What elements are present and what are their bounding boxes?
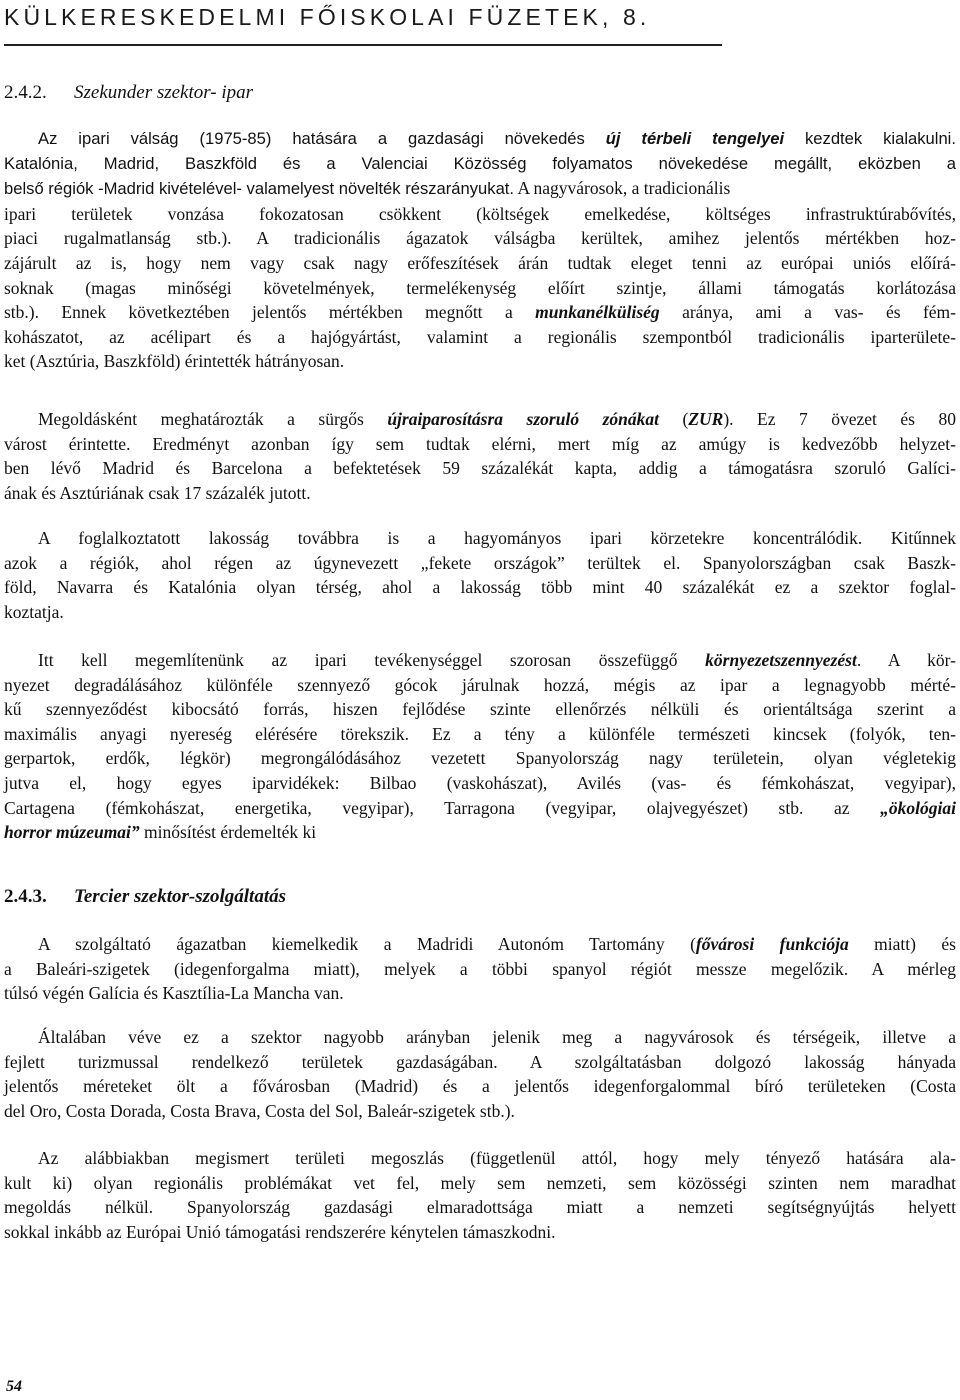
text-line: A foglalkoztatott lakosság továbbra is a hagyományos ipari körzetekre koncentrálódik. Kitűnnek	[38, 528, 956, 548]
section-heading-2-4-2	[4, 82, 253, 104]
paragraph-pollution	[4, 648, 956, 845]
text-line: Általában véve ez a szektor nagyobb arányban jelenik meg a nagyvárosok és térségeik, illetve a	[38, 1027, 956, 1047]
paragraph-zur	[4, 407, 956, 505]
paragraph-employment	[4, 526, 956, 624]
text-line: Itt kell megemlítenünk az ipari tevékenységgel szorosan összefüggő környezetszennyezést. A kör-	[38, 650, 956, 670]
text-line: del Oro, Costa Dorada, Costa Brava, Costa del Sol, Baleár-szigetek stb.).	[4, 1100, 515, 1121]
text-line: jutva el, hogy egyes iparvidékek: Bilbao (vaskohászat), Avilés (vas- és fémkohászat, vegyipar),	[4, 772, 956, 793]
text-line: várost érintette. Eredményt azonban így sem tudtak elérni, mert míg az amúgy is kedvezőbb helyzet-	[4, 433, 956, 454]
paragraph-industrial-crisis	[4, 127, 956, 374]
text-line: Katalónia, Madrid, Baszkföld és a Valenciai Közösség folyamatos növekedése megállt, eközben a	[4, 153, 956, 173]
text-line: piaci rugalmatlanság stb.). A tradicionális ágazatok válságba kerültek, amihez jelentős mértékben hoz-	[4, 228, 956, 249]
text-line: túlsó végén Galícia és Kasztília-La Mancha van.	[4, 983, 344, 1004]
text-line: gerpartok, erdők, légkör) megrongálódásához vezetett Spanyolország nagy területein, olyan végletekig	[4, 748, 956, 769]
paragraph-services-cities	[4, 1025, 956, 1123]
emphasis: új térbeli tengelyei	[605, 129, 785, 148]
text-line: kult ki) olyan regionális problémákat vet fel, mely sem nemzeti, sem közösségi szinten nem maradhat	[4, 1172, 956, 1193]
text-line: kű szennyeződést kibocsátó forrás, hiszen fejlődése szinte ellenőrzés nélküli és orientáltsága szerint a	[4, 699, 956, 720]
emphasis: környezetszennyezést	[705, 650, 857, 670]
text-line: maximális anyagi nyereség elérésére törekszik. Ez a tény a különféle természeti kincsek (folyók, ten-	[4, 723, 956, 744]
emphasis: munkanélküliség	[535, 302, 660, 323]
emphasis: fővárosi funkciója	[695, 934, 849, 954]
text-line: nyezet degradálásához különféle szennyező gócok járulnak hozzá, mégis az ipar a legnagyobb mérté-	[4, 674, 956, 695]
section-title: Szekunder szektor- ipar	[74, 82, 254, 103]
text-line: ket (Asztúria, Baszkföld) érintették hátrányosan.	[4, 351, 345, 372]
text-line: A szolgáltató ágazatban kiemelkedik a Madridi Autonóm Tartomány (fővárosi funkciója miatt) és	[38, 934, 956, 954]
paragraph-regional-problems	[4, 1146, 956, 1244]
page-number: 54	[6, 1378, 22, 1395]
text-line: ának és Asztúriának csak 17 százalék jutott.	[4, 482, 311, 503]
text-line: horror múzeumai” minősítést érdemelték ki	[4, 822, 317, 843]
text-line: zájárult az is, hogy nem vagy csak nagy erőfeszítések árán tudtak eleget tenni az európai uniós előírá-	[4, 252, 956, 273]
text-line: azok a régiók, ahol régen az úgynevezett „fekete országok” terültek el. Spanyolországban csak Baszk-	[4, 552, 956, 573]
text-line: megoldás nélkül. Spanyolország gazdasági elmaradottsága miatt a nemzeti segítségnyújtás helyett	[4, 1197, 956, 1218]
emphasis: újraiparosításra szoruló zónákat	[387, 409, 659, 429]
text-line: sokkal inkább az Európai Unió támogatási rendszerére kénytelen támaszkodni.	[4, 1221, 556, 1242]
text-line: belső régiók -Madrid kivételével- valamelyest növelték részarányukat. A nagyvárosok, a tradicionális	[4, 178, 731, 199]
text-line: Az ipari válság (1975-85) hatására a gazdasági növekedés új térbeli tengelyei kezdtek kialakulni.	[38, 129, 956, 148]
text-line: fejlett turizmussal rendelkező területek gazdaságában. A szolgáltatásban dolgozó lakosság hányada	[4, 1051, 956, 1072]
emphasis: „ökológiai	[880, 797, 956, 818]
text-line: ipari területek vonzása fokozatosan csökkent (költségek emelkedése, költséges infrastruktúrabővítés,	[4, 203, 956, 224]
text-line: soknak (magas minőségi követelmények, termelékenység előírt szintje, állami támogatás korlátozása	[4, 277, 956, 298]
section-number: 2.4.3.	[4, 886, 47, 907]
text-line: ben lévő Madrid és Barcelona a befektetések 59 százalékát kapta, addig a támogatásra szoruló Galíci-	[4, 458, 956, 479]
text-line: Az alábbiakban megismert területi megoszlás (függetlenül attól, hogy mely tényező hatására ala-	[38, 1148, 956, 1168]
text-line: Cartagena (fémkohászat, energetika, vegyipar), Tarragona (vegyipar, olajvegyészet) stb. az „ökológiai	[4, 797, 956, 818]
section-title: Tercier szektor-szolgáltatás	[74, 886, 286, 907]
text-line: a Baleári-szigetek (idegenforgalma miatt), melyek a többi spanyol régiót messze megelőzik. A mérleg	[4, 958, 956, 979]
text-line: föld, Navarra és Katalónia olyan térség, ahol a lakosság több mint 40 százalékát ez a szektor foglal-	[4, 577, 956, 598]
paragraph-services-leaders	[4, 932, 956, 1006]
emphasis: horror múzeumai”	[4, 822, 140, 843]
text-line: jelentős méreteket ölt a fővárosban (Madrid) és a jelentős idegenforgalommal bíró területeken (Costa	[4, 1076, 956, 1097]
text-line: Megoldásként meghatározták a sürgős újraiparosításra szoruló zónákat (ZUR). Ez 7 övezet és 80	[38, 409, 956, 429]
text-line: stb.). Ennek következtében jelentős mértékben megnőtt a munkanélküliség aránya, ami a vas- és fém-	[4, 302, 956, 323]
text-line: koztatja.	[4, 601, 64, 622]
text-line: kohászatot, az acélipart és a hajógyártást, valamint a regionális szempontból tradicionális iparterülete-	[4, 326, 956, 347]
section-heading-2-4-3	[4, 886, 286, 908]
emphasis: ZUR	[688, 409, 724, 429]
header-rule	[4, 44, 722, 46]
section-number: 2.4.2.	[4, 82, 47, 103]
running-header: KÜLKERESKEDELMI FŐISKOLAI FÜZETEK, 8.	[4, 4, 651, 30]
